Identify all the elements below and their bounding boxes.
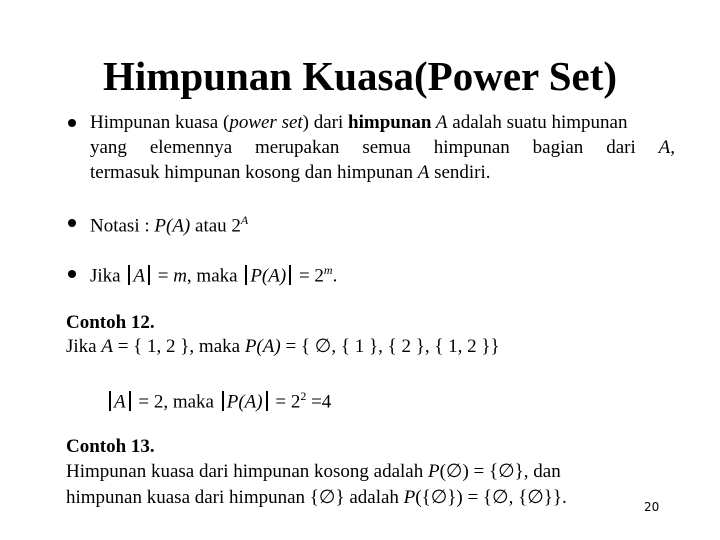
abs-bar: [128, 265, 130, 285]
abs-bar: [109, 391, 111, 411]
contoh13-heading: Contoh 13.: [66, 436, 155, 457]
contoh12-line1: Jika A = { 1, 2 }, maka P(A) = { ∅, { 1 }, { 2 }, { 1, 2 }}: [66, 336, 500, 357]
bullet1-line3: termasuk himpunan kosong dan himpunan A sendiri.: [90, 162, 491, 183]
abs-bar: [129, 391, 131, 411]
slide-title: Himpunan Kuasa(Power Set): [102, 53, 618, 99]
contoh13-line1: Himpunan kuasa dari himpunan kosong adalah P(∅) = {∅}, dan: [66, 461, 561, 482]
bullet2-notation: Notasi : P(A) atau $2^A$: [90, 213, 249, 237]
abs-bar: [289, 265, 291, 285]
bullet1-line1: Himpunan kuasa (power set) dari himpunan A adalah suatu himpunan: [90, 112, 628, 133]
bullet-dot: [68, 270, 76, 278]
page-number: 20: [644, 500, 660, 514]
contoh12-heading: Contoh 12.: [66, 312, 155, 333]
bullet-dot: [68, 119, 76, 127]
abs-bar: [222, 391, 224, 411]
bullet3-cardinality: Jika A = m, maka $P(A) = 2^m$.: [90, 263, 338, 287]
contoh12-line2: A = 2, maka $P(A) = 2^2 =4$: [106, 384, 331, 414]
contoh13-line2: himpunan kuasa dari himpunan {∅} adalah P({∅}) = {∅, {∅}}.: [66, 487, 567, 508]
abs-bar: [148, 265, 150, 285]
bullet-dot: [68, 219, 76, 227]
abs-bar: [245, 265, 247, 285]
bullet1-line2: yang elemennya merupakan semua himpunan bagian dari A,: [90, 137, 676, 158]
abs-bar: [266, 391, 268, 411]
